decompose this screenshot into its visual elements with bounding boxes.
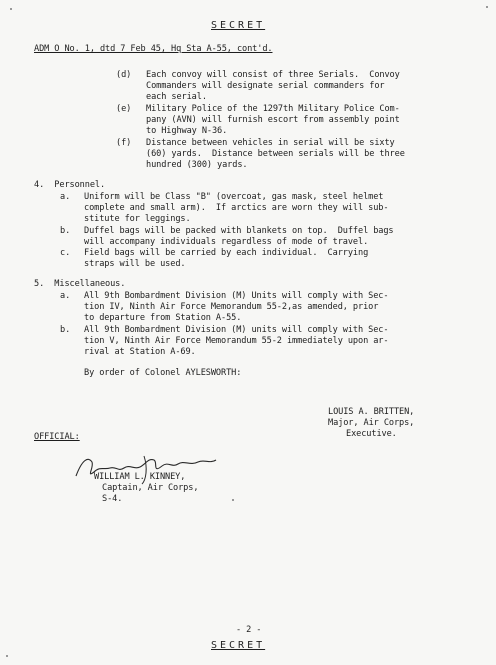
scan-speck xyxy=(486,6,488,8)
page-number: - 2 - xyxy=(236,625,262,635)
para-4c-label: c. xyxy=(60,248,71,258)
scan-speck xyxy=(10,8,12,10)
item-f-line-1: Distance between vehicles in serial will be sixty xyxy=(146,138,395,148)
para-5b-line-2: tion V, Ninth Air Force Memorandum 55-2 immediately upon ar- xyxy=(84,336,389,346)
scan-speck xyxy=(6,655,8,657)
para-4a-label: a. xyxy=(60,192,71,202)
item-e-line-2: pany (AVN) will furnish escort from assembly point xyxy=(146,115,400,125)
signatory-rank: Major, Air Corps, xyxy=(328,418,415,428)
by-order-line: By order of Colonel AYLESWORTH: xyxy=(84,368,242,378)
para-4b-line-1: Duffel bags will be packed with blankets on top. Duffel bags xyxy=(84,226,394,236)
para-4c-line-2: straps will be used. xyxy=(84,259,186,269)
para-4b-line-2: will accompany individuals regardless of mode of travel. xyxy=(84,237,369,247)
item-f-line-2: (60) yards. Distance between serials will be three xyxy=(146,149,405,159)
document-reference: ADM O No. 1, dtd 7 Feb 45, Hq Sta A-55, cont'd. xyxy=(34,44,273,54)
para-4a-line-3: stitute for leggings. xyxy=(84,214,191,224)
item-f-label: (f) xyxy=(116,138,132,148)
para-4a-line-1: Uniform will be Class "B" (overcoat, gas mask, steel helmet xyxy=(84,192,384,202)
para-5a-line-1: All 9th Bombardment Division (M) Units will comply with Sec- xyxy=(84,291,389,301)
item-d-label: (d) xyxy=(116,70,132,80)
scan-speck xyxy=(232,499,234,501)
item-e-label: (e) xyxy=(116,104,132,114)
official-signatory-rank: Captain, Air Corps, xyxy=(102,483,199,493)
item-e-line-3: to Highway N-36. xyxy=(146,126,228,136)
signatory-name: LOUIS A. BRITTEN, xyxy=(328,407,415,417)
para-5a-line-3: to departure from Station A-55. xyxy=(84,313,242,323)
para-5b-label: b. xyxy=(60,325,71,335)
para-4a-line-2: complete and small arm). If arctics are worn they will sub- xyxy=(84,203,389,213)
classification-top: SECRET xyxy=(211,20,266,31)
para-4b-label: b. xyxy=(60,226,71,236)
item-d-line-2: Commanders will designate serial commanders for xyxy=(146,81,385,91)
item-d-line-3: each serial. xyxy=(146,92,207,102)
item-f-line-3: hundred (300) yards. xyxy=(146,160,248,170)
official-label: OFFICIAL: xyxy=(34,432,80,442)
para-5a-line-2: tion IV, Ninth Air Force Memorandum 55-2,as amended, prior xyxy=(84,302,379,312)
para-5b-line-3: rival at Station A-69. xyxy=(84,347,196,357)
classification-bottom: SECRET xyxy=(211,640,266,651)
signatory-title: Executive. xyxy=(346,429,397,439)
para-5-heading: 5. Miscellaneous. xyxy=(34,279,126,289)
official-signatory-name: WILLIAM L. KINNEY, xyxy=(94,472,186,482)
para-5a-label: a. xyxy=(60,291,71,301)
official-signatory-title: S-4. xyxy=(102,494,123,504)
item-e-line-1: Military Police of the 1297th Military Police Com- xyxy=(146,104,400,114)
para-4-heading: 4. Personnel. xyxy=(34,180,106,190)
item-d-line-1: Each convoy will consist of three Serials. Convoy xyxy=(146,70,400,80)
para-4c-line-1: Field bags will be carried by each individual. Carrying xyxy=(84,248,369,258)
para-5b-line-1: All 9th Bombardment Division (M) units will comply with Sec- xyxy=(84,325,389,335)
